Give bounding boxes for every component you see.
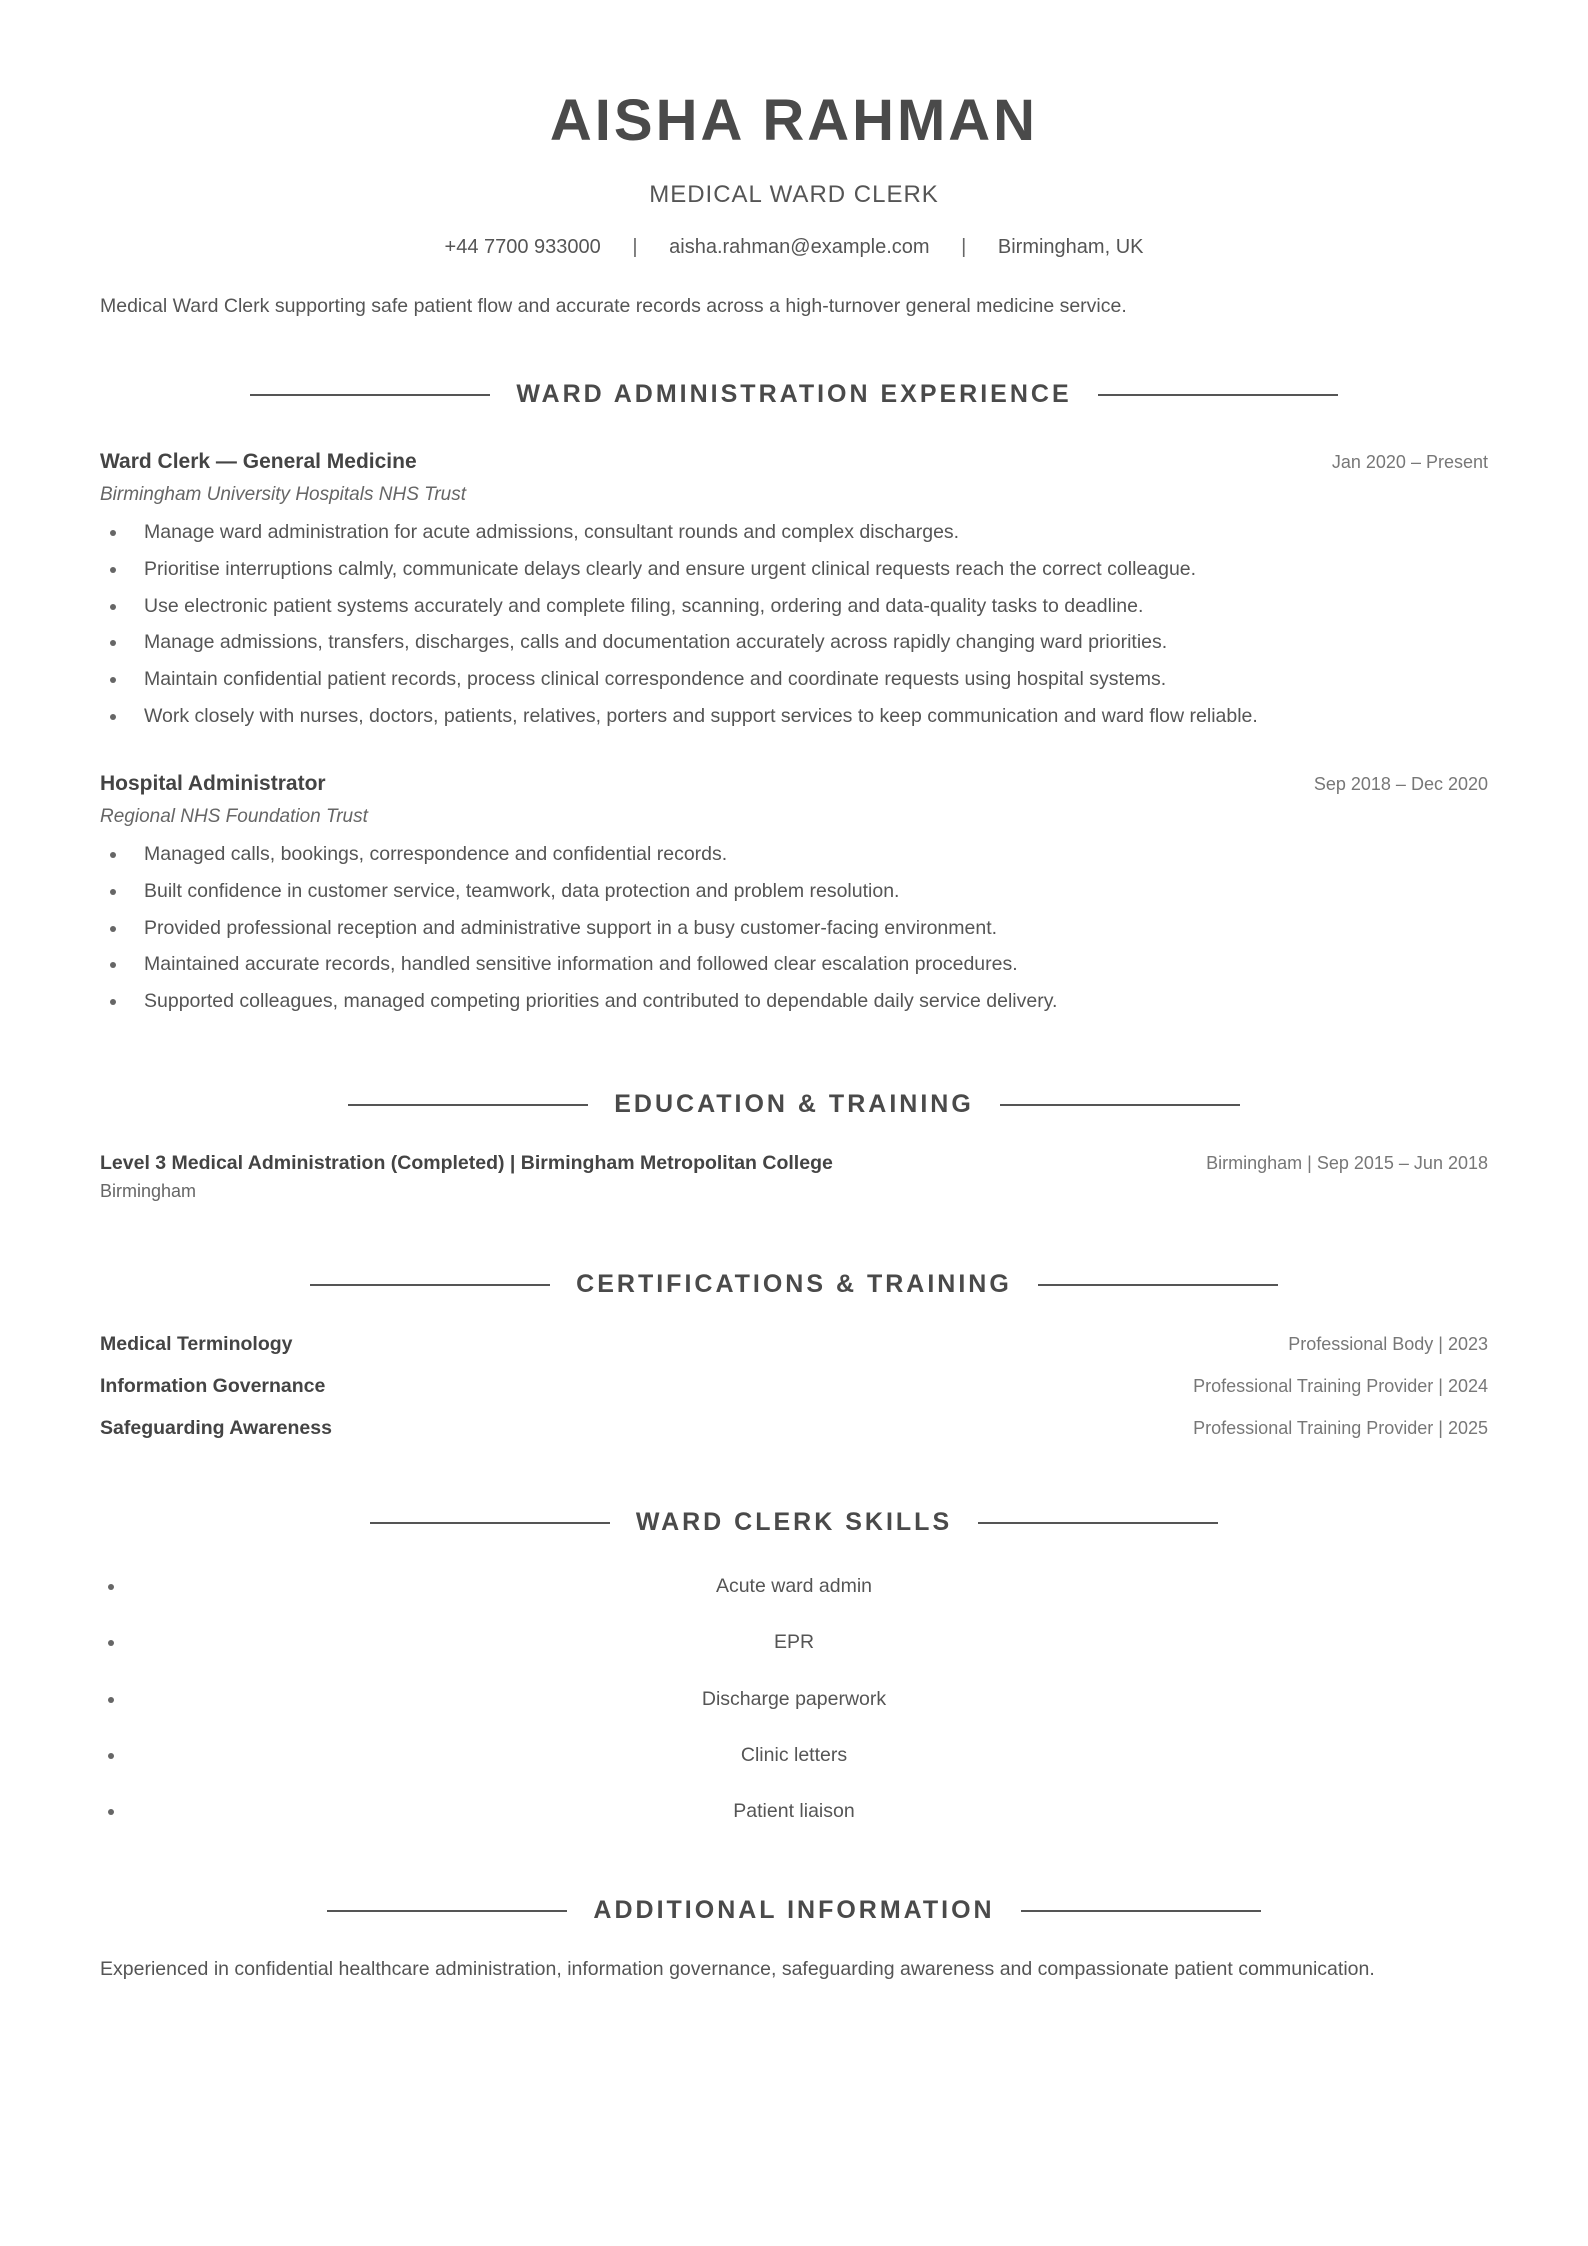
certification-item bbox=[100, 1417, 1488, 1459]
job-bullets bbox=[100, 514, 1488, 735]
education-title: Level 3 Medical Administration (Completed) | Birmingham Metropolitan College bbox=[100, 1152, 833, 1174]
certification-name: Information Governance bbox=[100, 1375, 326, 1397]
skill-item: Patient liaison bbox=[100, 1797, 1488, 1853]
heading-rule bbox=[1038, 1284, 1278, 1286]
contact-location: Birmingham, UK bbox=[997, 236, 1144, 258]
list-item: Maintain confidential patient records, process clinical correspondence and coordinate requests using hospital systems. bbox=[100, 661, 1488, 698]
contact-separator: | bbox=[961, 236, 967, 258]
heading-rule bbox=[310, 1284, 550, 1286]
section-heading-experience bbox=[0, 380, 1588, 409]
job-bullets bbox=[100, 836, 1488, 1020]
section-heading-additional bbox=[0, 1896, 1588, 1925]
job-entry bbox=[100, 772, 1488, 1020]
job-title: Hospital Administrator bbox=[100, 772, 326, 795]
section-title: ADDITIONAL INFORMATION bbox=[593, 1896, 995, 1924]
heading-rule bbox=[978, 1522, 1218, 1524]
section-title: CERTIFICATIONS & TRAINING bbox=[576, 1270, 1012, 1298]
section-title: WARD CLERK SKILLS bbox=[635, 1508, 953, 1536]
list-item: Maintained accurate records, handled sensitive information and followed clear escalation procedures. bbox=[100, 946, 1488, 983]
heading-rule bbox=[348, 1104, 588, 1106]
list-item: Supported colleagues, managed competing priorities and contributed to dependable daily service delivery. bbox=[100, 983, 1488, 1020]
skill-item: EPR bbox=[100, 1628, 1488, 1684]
job-entry bbox=[100, 450, 1488, 735]
additional-information: Experienced in confidential healthcare administration, information governance, safeguarding awareness and compassionate patient communication. bbox=[100, 1958, 1375, 1980]
contact-separator: | bbox=[632, 236, 638, 258]
job-employer: Regional NHS Foundation Trust bbox=[100, 806, 368, 827]
candidate-name: AISHA RAHMAN bbox=[549, 88, 1039, 153]
heading-rule bbox=[1000, 1104, 1240, 1106]
section-title: WARD ADMINISTRATION EXPERIENCE bbox=[516, 380, 1072, 408]
certifications-list bbox=[100, 1333, 1488, 1459]
list-item: Prioritise interruptions calmly, communicate delays clearly and ensure urgent clinical requests reach the correct colleague. bbox=[100, 551, 1488, 588]
education-entry bbox=[100, 1152, 1488, 1202]
section-title: EDUCATION & TRAINING bbox=[614, 1090, 974, 1118]
skill-item: Discharge paperwork bbox=[100, 1685, 1488, 1741]
list-item: Built confidence in customer service, teamwork, data protection and problem resolution. bbox=[100, 873, 1488, 910]
list-item: Managed calls, bookings, correspondence and confidential records. bbox=[100, 836, 1488, 873]
certification-item bbox=[100, 1333, 1488, 1375]
contact-line bbox=[0, 234, 1588, 260]
job-role: MEDICAL WARD CLERK bbox=[649, 181, 939, 208]
list-item: Manage ward administration for acute admissions, consultant rounds and complex discharges. bbox=[100, 514, 1488, 551]
heading-rule bbox=[327, 1910, 567, 1912]
section-heading-education bbox=[0, 1090, 1588, 1119]
heading-rule bbox=[250, 394, 490, 396]
list-item: Use electronic patient systems accurately and complete filing, scanning, ordering and data-quality tasks to deadline. bbox=[100, 588, 1488, 625]
contact-phone: +44 7700 933000 bbox=[444, 236, 601, 258]
education-location: Birmingham bbox=[100, 1181, 197, 1201]
job-title: Ward Clerk — General Medicine bbox=[100, 450, 417, 473]
skill-item: Acute ward admin bbox=[100, 1572, 1488, 1628]
job-dates: Jan 2020 – Present bbox=[1331, 452, 1488, 472]
heading-rule bbox=[1021, 1910, 1261, 1912]
certification-meta: Professional Training Provider | 2025 bbox=[1193, 1418, 1488, 1438]
contact-email[interactable]: aisha.rahman@example.com bbox=[669, 236, 930, 258]
list-item: Work closely with nurses, doctors, patients, relatives, porters and support services to keep communication and ward flow reliable. bbox=[100, 698, 1488, 735]
job-dates: Sep 2018 – Dec 2020 bbox=[1313, 774, 1488, 794]
certification-item bbox=[100, 1375, 1488, 1417]
section-heading-skills bbox=[0, 1508, 1588, 1537]
profile-summary: Medical Ward Clerk supporting safe patient flow and accurate records across a high-turnover general medicine service. bbox=[100, 295, 1127, 317]
heading-rule bbox=[1098, 394, 1338, 396]
certification-meta: Professional Training Provider | 2024 bbox=[1193, 1376, 1488, 1396]
skills-list bbox=[100, 1572, 1488, 1853]
certification-name: Safeguarding Awareness bbox=[100, 1417, 332, 1439]
certification-name: Medical Terminology bbox=[100, 1333, 293, 1355]
section-heading-certifications bbox=[0, 1270, 1588, 1299]
certification-meta: Professional Body | 2023 bbox=[1288, 1334, 1488, 1354]
list-item: Manage admissions, transfers, discharges, calls and documentation accurately across rapidly changing ward priorities. bbox=[100, 624, 1488, 661]
heading-rule bbox=[370, 1522, 610, 1524]
education-meta: Birmingham | Sep 2015 – Jun 2018 bbox=[1206, 1153, 1488, 1173]
skill-item: Clinic letters bbox=[100, 1741, 1488, 1797]
job-employer: Birmingham University Hospitals NHS Trust bbox=[100, 484, 467, 505]
list-item: Provided professional reception and administrative support in a busy customer-facing environment. bbox=[100, 910, 1488, 947]
